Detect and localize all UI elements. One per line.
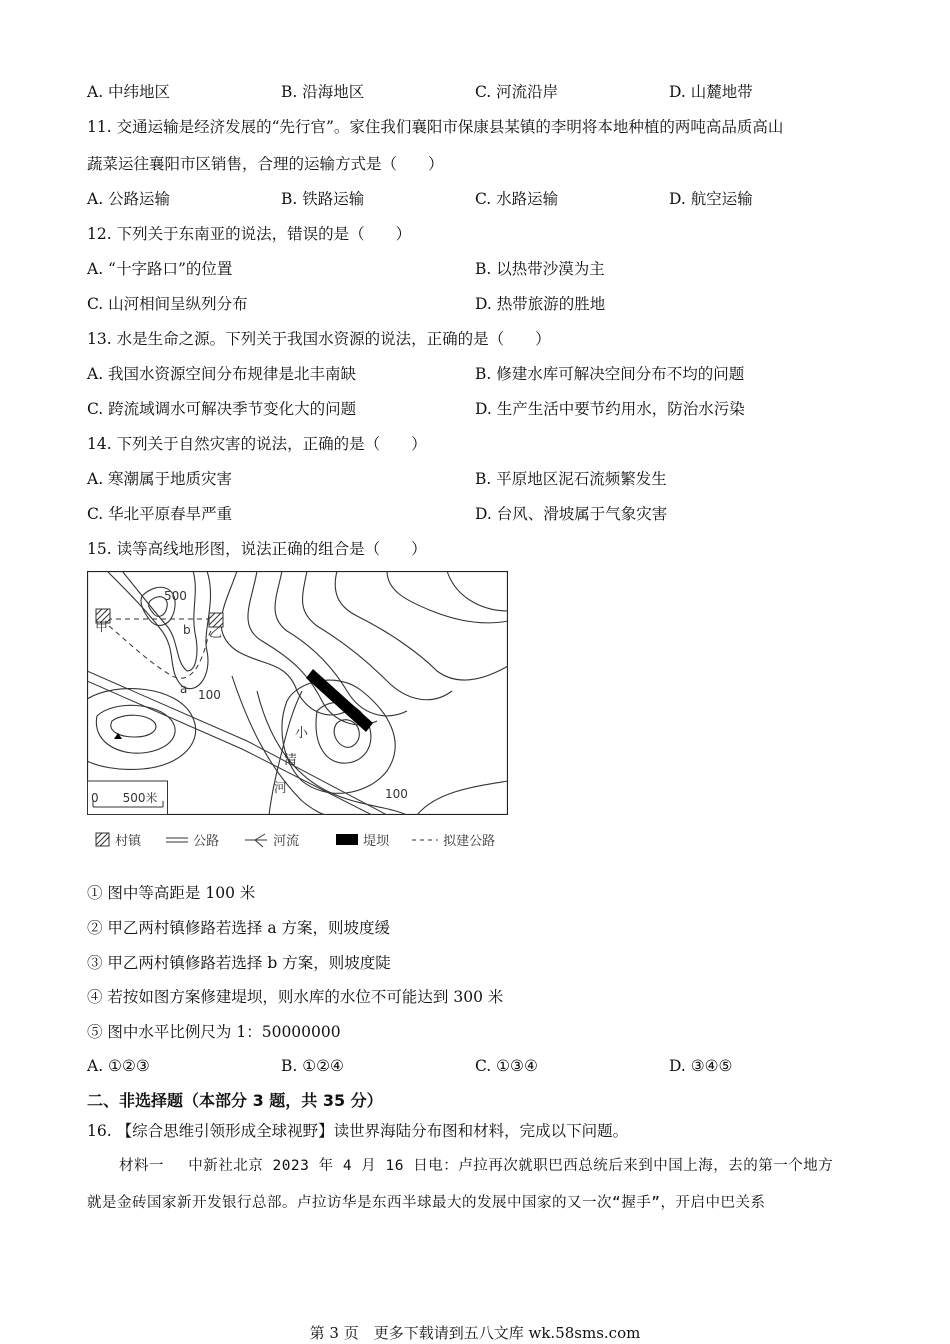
map-label-route-a: a (180, 682, 188, 696)
map-label-100-a: 100 (198, 688, 221, 702)
q11-option-c: C. 水路运输 (475, 190, 559, 208)
map-label-scale: 0 500米 (91, 791, 158, 805)
q11-option-d: D. 航空运输 (669, 190, 753, 208)
q11-stem-line1: 11. 交通运输是经济发展的“先行官”。家住我们襄阳市保康县某镇的李明将本地种植的两吨高品质高山 (87, 118, 784, 136)
section2-title: 二、非选择题（本部分 3 题，共 35 分） (87, 1091, 383, 1110)
proposed-road-legend-icon (411, 832, 439, 848)
map-label-river-2: 清 (284, 753, 298, 768)
q10-option-d: D. 山麓地带 (669, 83, 753, 101)
village-legend-icon (95, 832, 111, 848)
q16-stem: 16. 【综合思维引领形成全球视野】读世界海陆分布图和材料，完成以下问题。 (87, 1122, 629, 1140)
q15-statement-4: ④ 若按如图方案修建堤坝，则水库的水位不可能达到 300 米 (87, 988, 504, 1006)
q13-option-d: D. 生产生活中要节约用水，防治水污染 (475, 400, 745, 418)
q12-option-b: B. 以热带沙漠为主 (475, 260, 605, 278)
contour-map (87, 571, 508, 815)
q12-option-a: A. “十字路口”的位置 (87, 260, 233, 278)
map-label-jia: 甲 (95, 620, 109, 635)
map-label-route-b: b (183, 623, 191, 637)
q14-option-b: B. 平原地区泥石流频繁发生 (475, 470, 667, 488)
q10-option-c: C. 河流沿岸 (475, 83, 559, 101)
q15-option-c: C. ①③④ (475, 1057, 538, 1075)
map-label-yi: 乙 (209, 626, 223, 641)
q15-statement-3: ③ 甲乙两村镇修路若选择 b 方案，则坡度陡 (87, 954, 391, 972)
q10-option-b: B. 沿海地区 (281, 83, 365, 101)
q12-option-c: C. 山河相间呈纵列分布 (87, 295, 248, 313)
q16-material-line1: 材料一 中新社北京 2023 年 4 月 16 日电：卢拉再次就职巴西总统后来到中国上海，去的第一个地方 (119, 1158, 834, 1174)
road-legend-icon (165, 832, 189, 848)
village-yi-icon (209, 613, 223, 627)
map-label-river-3: 河 (274, 781, 288, 796)
q15-statement-2: ② 甲乙两村镇修路若选择 a 方案，则坡度缓 (87, 919, 391, 937)
q15-statement-5: ⑤ 图中水平比例尺为 1：50000000 (87, 1023, 341, 1041)
q11-option-b: B. 铁路运输 (281, 190, 365, 208)
q11-option-a: A. 公路运输 (87, 190, 171, 208)
legend-road-label: 公路 (193, 834, 220, 849)
legend-dam-label: 堤坝 (363, 834, 390, 849)
map-label-river-1: 小 (295, 726, 309, 741)
q14-option-d: D. 台风、滑坡属于气象灾害 (475, 505, 668, 523)
q12-option-d: D. 热带旅游的胜地 (475, 295, 606, 313)
legend-village-label: 村镇 (115, 834, 142, 849)
q13-option-b: B. 修建水库可解决空间分布不均的问题 (475, 365, 745, 383)
q15-option-b: B. ①②④ (281, 1057, 344, 1075)
dam-legend-icon (335, 832, 359, 848)
q11-stem-line2: 蔬菜运往襄阳市区销售，合理的运输方式是（ ） (87, 155, 444, 173)
q10-option-a: A. 中纬地区 (87, 83, 171, 101)
q15-option-d: D. ③④⑤ (669, 1057, 733, 1075)
q13-option-a: A. 我国水资源空间分布规律是北丰南缺 (87, 365, 357, 383)
q12-stem: 12. 下列关于东南亚的说法，错误的是（ ） (87, 225, 412, 243)
q14-option-c: C. 华北平原春旱严重 (87, 505, 233, 523)
q13-option-c: C. 跨流域调水可解决季节变化大的问题 (87, 400, 357, 418)
q15-statement-1: ① 图中等高距是 100 米 (87, 884, 256, 902)
q15-option-a: A. ①②③ (87, 1057, 150, 1075)
map-label-100-b: 100 (385, 787, 408, 801)
q14-option-a: A. 寒潮属于地质灾害 (87, 470, 233, 488)
legend-river-label: 河流 (273, 834, 300, 849)
legend-proposed-road-label: 拟建公路 (443, 834, 496, 849)
page-footer: 第 3 页 更多下载请到五八文库 wk.58sms.com (309, 1324, 641, 1342)
river-legend-icon (243, 832, 269, 848)
q15-stem: 15. 读等高线地形图，说法正确的组合是（ ） (87, 540, 427, 558)
map-label-500: 500 (164, 589, 187, 603)
q14-stem: 14. 下列关于自然灾害的说法，正确的是（ ） (87, 435, 427, 453)
q16-material-line2: 就是金砖国家新开发银行总部。卢拉访华是东西半球最大的发展中国家的又一次“握手”，开启中巴关系 (87, 1195, 766, 1211)
q13-stem: 13. 水是生命之源。下列关于我国水资源的说法，正确的是（ ） (87, 330, 551, 348)
